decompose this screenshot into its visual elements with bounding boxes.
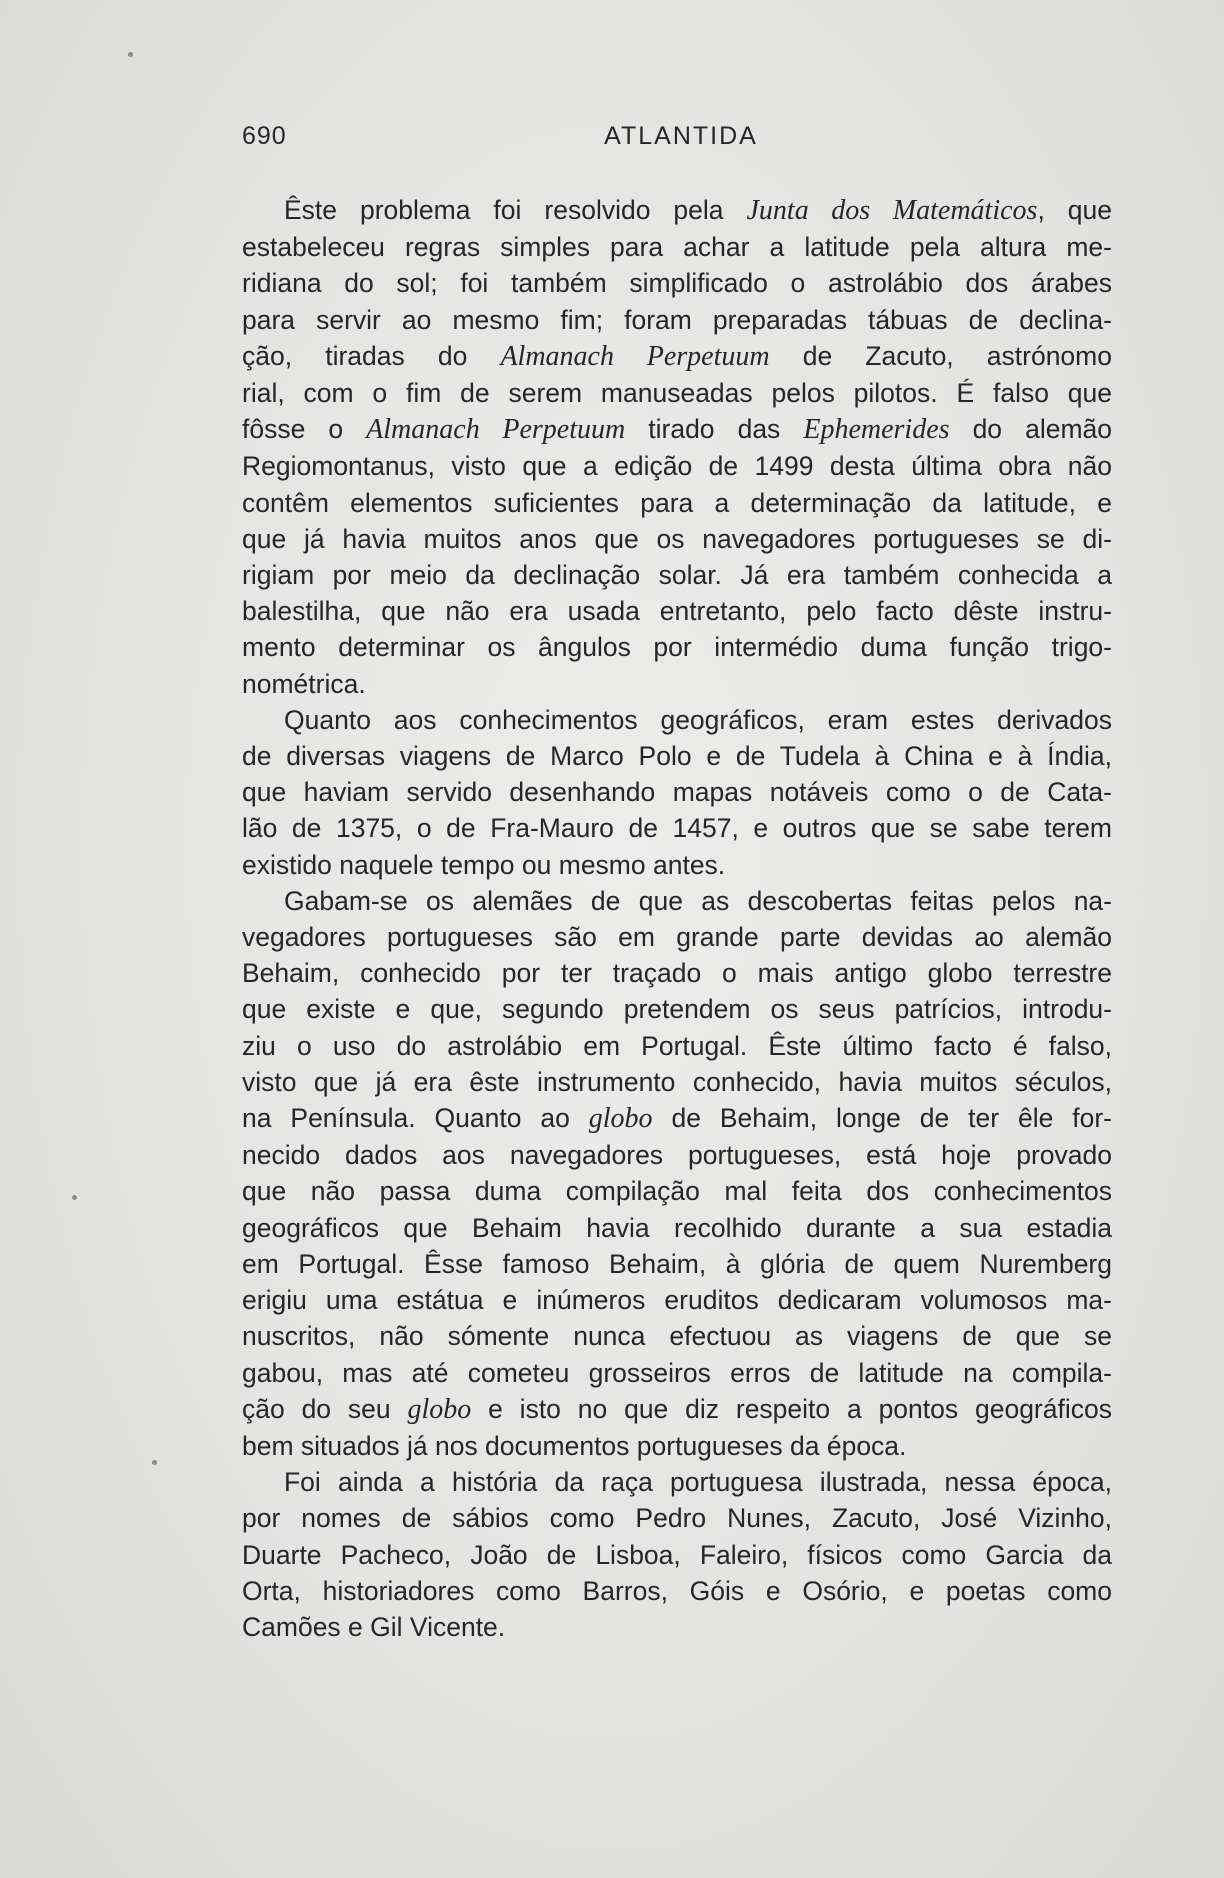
text-line bbox=[242, 883, 1112, 919]
text-line bbox=[242, 991, 1112, 1027]
text-run: do alemão bbox=[949, 414, 1112, 445]
text-run: necido dados aos navegadores portugueses, está hoje provado bbox=[242, 1140, 1112, 1171]
text-run: Gabam-se os alemães de que as descobertas feitas pelos na- bbox=[284, 885, 1112, 916]
paper-speck bbox=[128, 52, 133, 57]
text-run: nométrica. bbox=[242, 668, 366, 699]
text-run: ção, tiradas do bbox=[242, 340, 501, 371]
text-line bbox=[242, 1137, 1112, 1173]
text-line bbox=[242, 1355, 1112, 1391]
text-run: Orta, historiadores como Barros, Góis e Osório, e poetas como bbox=[242, 1575, 1112, 1606]
body-text bbox=[242, 192, 1112, 1645]
text-line bbox=[242, 593, 1112, 629]
text-line bbox=[242, 774, 1112, 810]
paper-speck bbox=[72, 1195, 77, 1200]
text-run: estabeleceu regras simples para achar a latitude pela altura me- bbox=[242, 232, 1112, 263]
text-run: de Behaim, longe de ter êle for- bbox=[652, 1103, 1112, 1134]
text-line bbox=[242, 1100, 1112, 1137]
text-run: que existe e que, segundo pretendem os seus patrícios, introdu- bbox=[242, 994, 1112, 1025]
text-line bbox=[242, 629, 1112, 665]
text-line bbox=[242, 1464, 1112, 1500]
text-run: Quanto aos conhecimentos geográficos, eram estes derivados bbox=[284, 704, 1112, 735]
running-title: ATLANTIDA bbox=[604, 122, 758, 150]
text-run: de diversas viagens de Marco Polo e de Tudela à China e à Índia, bbox=[242, 741, 1112, 772]
text-line bbox=[242, 302, 1112, 338]
text-run: erigiu uma estátua e inúmeros eruditos dedicaram volumosos ma- bbox=[242, 1285, 1112, 1316]
text-run: por nomes de sábios como Pedro Nunes, Zacuto, José Vizinho, bbox=[242, 1503, 1112, 1534]
text-line bbox=[242, 1318, 1112, 1354]
text-run: gabou, mas até cometeu grosseiros erros de latitude na compila- bbox=[242, 1357, 1112, 1388]
text-line bbox=[242, 847, 1112, 883]
text-run: lão de 1375, o de Fra-Mauro de 1457, e outros que se sabe terem bbox=[242, 813, 1112, 844]
text-line bbox=[242, 1282, 1112, 1318]
text-run: Behaim, conhecido por ter traçado o mais antigo globo terrestre bbox=[242, 958, 1112, 989]
text-run: Camões e Gil Vicente. bbox=[242, 1611, 506, 1642]
text-line bbox=[242, 265, 1112, 301]
text-line bbox=[242, 229, 1112, 265]
text-line bbox=[242, 448, 1112, 484]
text-run: para servir ao mesmo fim; foram preparadas tábuas de declina- bbox=[242, 304, 1112, 335]
text-run: em Portugal. Êsse famoso Behaim, à glória de quem Nuremberg bbox=[242, 1248, 1112, 1279]
text-line bbox=[242, 1537, 1112, 1573]
text-run: fôsse o bbox=[242, 414, 367, 445]
text-run: ridiana do sol; foi também simplificado o astrolábio dos árabes bbox=[242, 268, 1112, 299]
text-line bbox=[242, 1028, 1112, 1064]
text-run: vegadores portugueses são em grande parte devidas ao alemão bbox=[242, 922, 1112, 953]
text-run: que já havia muitos anos que os navegadores portugueses se di- bbox=[242, 523, 1112, 554]
text-run: na Península. Quanto ao bbox=[242, 1103, 589, 1134]
text-line bbox=[242, 1500, 1112, 1536]
text-run: ção do seu bbox=[242, 1393, 408, 1424]
text-run: de Zacuto, astrónomo bbox=[769, 340, 1112, 371]
text-line bbox=[242, 738, 1112, 774]
italic-title: globo bbox=[588, 1103, 653, 1135]
text-line bbox=[242, 702, 1112, 738]
paper-speck bbox=[152, 1460, 157, 1465]
text-line bbox=[242, 411, 1112, 448]
italic-title: Junta dos Matemáticos bbox=[746, 195, 1038, 226]
text-run: tirado das bbox=[625, 414, 804, 445]
text-line bbox=[242, 557, 1112, 593]
text-run: contêm elementos suficientes para a determinação da latitude, e bbox=[242, 487, 1112, 518]
text-line bbox=[242, 1064, 1112, 1100]
text-run: Foi ainda a história da raça portuguesa ilustrada, nessa época, bbox=[284, 1467, 1112, 1498]
italic-title: Almanach Perpetuum bbox=[366, 414, 626, 446]
text-run: ziu o uso do astrolábio em Portugal. Êste último facto é falso, bbox=[242, 1030, 1112, 1061]
text-line bbox=[242, 1573, 1112, 1609]
text-line bbox=[242, 1173, 1112, 1209]
page-header bbox=[242, 122, 1120, 162]
text-line bbox=[242, 1210, 1112, 1246]
text-run: e isto no que diz respeito a pontos geográficos bbox=[471, 1393, 1112, 1424]
text-line bbox=[242, 485, 1112, 521]
text-run: Regiomontanus, visto que a edição de 1499 desta última obra não bbox=[242, 451, 1112, 482]
text-line bbox=[242, 1609, 1112, 1645]
text-run: que haviam servido desenhando mapas notáveis como o de Cata- bbox=[242, 777, 1112, 808]
text-run: que não passa duma compilação mal feita dos conhecimentos bbox=[242, 1176, 1112, 1207]
text-run: rigiam por meio da declinação solar. Já era também conhecida a bbox=[242, 560, 1112, 591]
text-line bbox=[242, 192, 1112, 229]
text-run: geográficos que Behaim havia recolhido durante a sua estadia bbox=[242, 1212, 1112, 1243]
text-line bbox=[242, 919, 1112, 955]
text-run: mento determinar os ângulos por intermédio duma função trigo- bbox=[242, 632, 1112, 663]
text-line bbox=[242, 375, 1112, 411]
text-run: Duarte Pacheco, João de Lisboa, Faleiro, físicos como Garcia da bbox=[242, 1539, 1112, 1570]
italic-title: globo bbox=[407, 1393, 472, 1425]
text-line bbox=[242, 1391, 1112, 1428]
text-run: , que bbox=[1037, 195, 1112, 225]
text-line bbox=[242, 1246, 1112, 1282]
text-line bbox=[242, 666, 1112, 702]
text-line bbox=[242, 1428, 1112, 1464]
page-number: 690 bbox=[242, 122, 287, 150]
text-line bbox=[242, 955, 1112, 991]
text-run: rial, com o fim de serem manuseadas pelos pilotos. É falso que bbox=[242, 378, 1112, 409]
text-run: visto que já era êste instrumento conhecido, havia muitos séculos, bbox=[242, 1066, 1112, 1097]
text-line bbox=[242, 521, 1112, 557]
text-run: existido naquele tempo ou mesmo antes. bbox=[242, 849, 726, 880]
italic-title: Ephemerides bbox=[803, 414, 950, 446]
text-run: bem situados já nos documentos portugueses da época. bbox=[242, 1430, 907, 1461]
text-line bbox=[242, 810, 1112, 846]
text-run: nuscritos, não sómente nunca efectuou as viagens de que se bbox=[242, 1321, 1112, 1352]
text-run: balestilha, que não era usada entretanto, pelo facto dêste instru- bbox=[242, 596, 1112, 627]
text-run: Êste problema foi resolvido pela bbox=[284, 195, 747, 225]
italic-title: Almanach Perpetuum bbox=[500, 340, 770, 372]
text-line bbox=[242, 338, 1112, 375]
